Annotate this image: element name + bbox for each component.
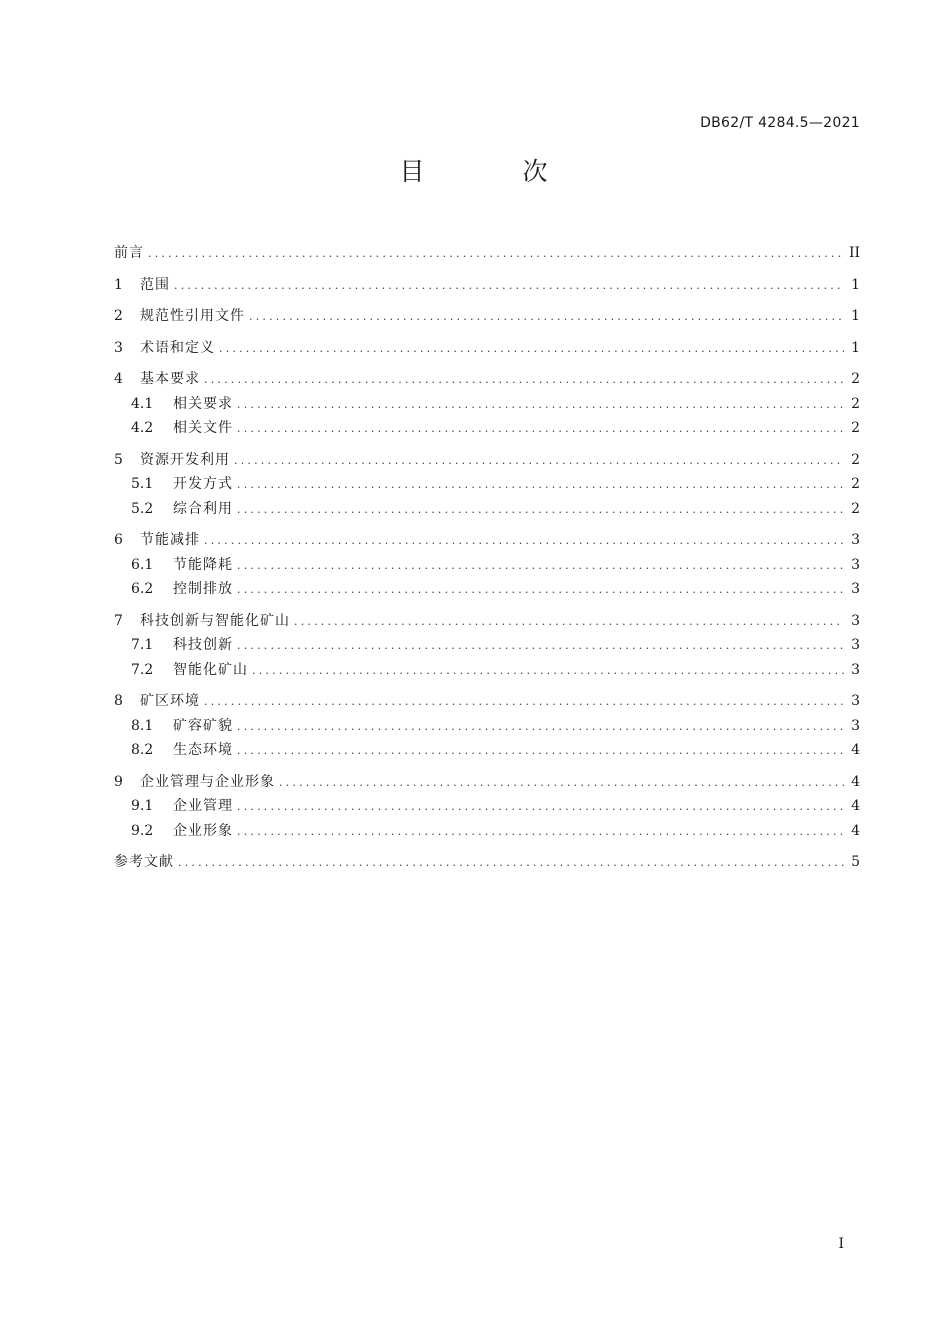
- toc-entry-page: 3: [851, 612, 860, 629]
- toc-entry[interactable]: [114, 305, 860, 330]
- toc-entry[interactable]: [114, 473, 860, 498]
- standard-code: DB62/T 4284.5—2021: [700, 115, 860, 131]
- toc-dot-leader: [148, 247, 843, 260]
- toc-entry-number: 6.1: [131, 556, 154, 573]
- toc-entry-page: 3: [851, 637, 860, 653]
- toc-entry[interactable]: [114, 274, 860, 299]
- toc-dot-leader: [237, 583, 844, 596]
- toc-entry[interactable]: [114, 634, 860, 659]
- toc-entry[interactable]: [114, 393, 860, 418]
- toc-entry-page: 1: [851, 276, 860, 293]
- toc-entry-page: 2: [851, 451, 860, 468]
- toc-entry-number: 8.1: [131, 717, 154, 734]
- toc-entry-page: 4: [851, 822, 860, 839]
- toc-entry-page: 1: [851, 308, 860, 324]
- toc-dot-leader: [237, 744, 844, 757]
- toc-entry-page: 3: [851, 717, 860, 734]
- toc-entry-number: 9: [114, 773, 123, 790]
- toc-entry-page: 1: [851, 339, 860, 356]
- toc-entry[interactable]: [114, 739, 860, 764]
- toc-entry-number: 3: [114, 339, 123, 356]
- toc-entry-label: 节能降耗: [173, 556, 233, 573]
- toc-entry-page: 3: [851, 661, 860, 678]
- toc-entry[interactable]: [114, 610, 860, 635]
- toc-entry-label: 资源开发利用: [140, 451, 230, 468]
- toc-entry[interactable]: [114, 771, 860, 796]
- toc-entry-number: 1: [114, 276, 123, 293]
- toc-dot-leader: [234, 454, 844, 467]
- toc-entry[interactable]: [114, 449, 860, 474]
- toc-dot-leader: [174, 279, 844, 292]
- toc-dot-leader: [252, 664, 844, 677]
- toc-dot-leader: [237, 422, 844, 435]
- toc-entry-number: 6.2: [131, 581, 154, 597]
- toc-entry-page: 3: [851, 556, 860, 573]
- toc-entry-label: 规范性引用文件: [140, 308, 245, 324]
- toc-entry-number: 4.2: [131, 420, 154, 436]
- toc-entry-number: 2: [114, 308, 123, 324]
- toc-entry[interactable]: [114, 529, 860, 554]
- toc-entry-number: 5.2: [131, 500, 154, 517]
- toc-entry-page: 5: [851, 854, 860, 870]
- toc-entry-page: 3: [851, 581, 860, 597]
- toc-entry-label: 节能减排: [140, 532, 200, 548]
- toc-entry[interactable]: [114, 851, 860, 876]
- toc-entry-label: 企业管理与企业形象: [140, 773, 275, 790]
- toc-dot-leader: [294, 615, 844, 628]
- toc-entry-page: II: [848, 245, 860, 261]
- toc-entry-number: 5.1: [131, 476, 154, 492]
- toc-entry-label: 科技创新与智能化矿山: [140, 612, 290, 629]
- toc-entry-page: 2: [851, 476, 860, 492]
- toc-entry-label: 科技创新: [173, 637, 233, 653]
- toc-entry-page: 2: [851, 420, 860, 436]
- toc-entry[interactable]: [114, 368, 860, 393]
- toc-entry[interactable]: [114, 715, 860, 740]
- toc-dot-leader: [237, 720, 844, 733]
- page-title: 目 次: [399, 157, 593, 186]
- toc-entry[interactable]: [114, 337, 860, 362]
- toc-entry-page: 3: [851, 693, 860, 709]
- toc-entry-number: 7: [114, 612, 123, 629]
- toc-entry-label: 企业形象: [173, 822, 233, 839]
- toc-entry-label: 生态环境: [173, 742, 233, 758]
- toc-entry-page: 4: [851, 742, 860, 758]
- toc-entry-page: 3: [851, 532, 860, 548]
- toc-entry-page: 4: [851, 773, 860, 790]
- table-of-contents: [114, 242, 860, 876]
- toc-dot-leader: [237, 398, 844, 411]
- toc-entry-label: 相关要求: [173, 395, 233, 412]
- toc-entry-number: 9.2: [131, 822, 154, 839]
- toc-entry-label: 综合利用: [173, 500, 233, 517]
- toc-entry[interactable]: [114, 498, 860, 523]
- toc-entry[interactable]: [114, 578, 860, 603]
- toc-entry-label: 矿区环境: [140, 693, 200, 709]
- toc-entry[interactable]: [114, 242, 860, 267]
- toc-entry-label: 前言: [114, 245, 144, 261]
- toc-entry-label: 智能化矿山: [173, 661, 248, 678]
- toc-dot-leader: [204, 695, 844, 708]
- toc-dot-leader: [219, 342, 844, 355]
- toc-entry-label: 开发方式: [173, 476, 233, 492]
- toc-entry-label: 范围: [140, 276, 170, 293]
- toc-dot-leader: [237, 559, 844, 572]
- toc-entry-label: 基本要求: [140, 371, 200, 387]
- toc-entry-number: 8: [114, 693, 123, 709]
- toc-entry-label: 控制排放: [173, 581, 233, 597]
- toc-entry-number: 4.1: [131, 395, 154, 412]
- toc-entry-label: 参考文献: [114, 854, 174, 870]
- page-number: I: [838, 1236, 844, 1252]
- toc-entry-number: 7.2: [131, 661, 154, 678]
- toc-entry-number: 4: [114, 371, 123, 387]
- toc-dot-leader: [237, 800, 844, 813]
- toc-entry[interactable]: [114, 417, 860, 442]
- toc-dot-leader: [204, 373, 844, 386]
- toc-entry-label: 相关文件: [173, 420, 233, 436]
- toc-entry-label: 术语和定义: [140, 339, 215, 356]
- toc-dot-leader: [204, 534, 844, 547]
- toc-entry[interactable]: [114, 659, 860, 684]
- toc-dot-leader: [237, 825, 844, 838]
- toc-entry-number: 7.1: [131, 637, 154, 653]
- toc-entry-number: 5: [114, 451, 123, 468]
- toc-entry-label: 矿容矿貌: [173, 717, 233, 734]
- toc-dot-leader: [249, 310, 844, 323]
- toc-entry[interactable]: [114, 690, 860, 715]
- toc-entry-page: 2: [851, 500, 860, 517]
- toc-entry-number: 6: [114, 532, 123, 548]
- toc-dot-leader: [279, 776, 844, 789]
- toc-dot-leader: [178, 856, 844, 869]
- toc-entry-number: 8.2: [131, 742, 154, 758]
- toc-entry-page: 4: [851, 798, 860, 814]
- toc-dot-leader: [237, 639, 844, 652]
- toc-entry-page: 2: [851, 371, 860, 387]
- toc-entry-label: 企业管理: [173, 798, 233, 814]
- toc-entry[interactable]: [114, 795, 860, 820]
- toc-entry[interactable]: [114, 554, 860, 579]
- toc-entry[interactable]: [114, 820, 860, 845]
- toc-entry-page: 2: [851, 395, 860, 412]
- toc-dot-leader: [237, 503, 844, 516]
- toc-dot-leader: [237, 478, 844, 491]
- toc-entry-number: 9.1: [131, 798, 154, 814]
